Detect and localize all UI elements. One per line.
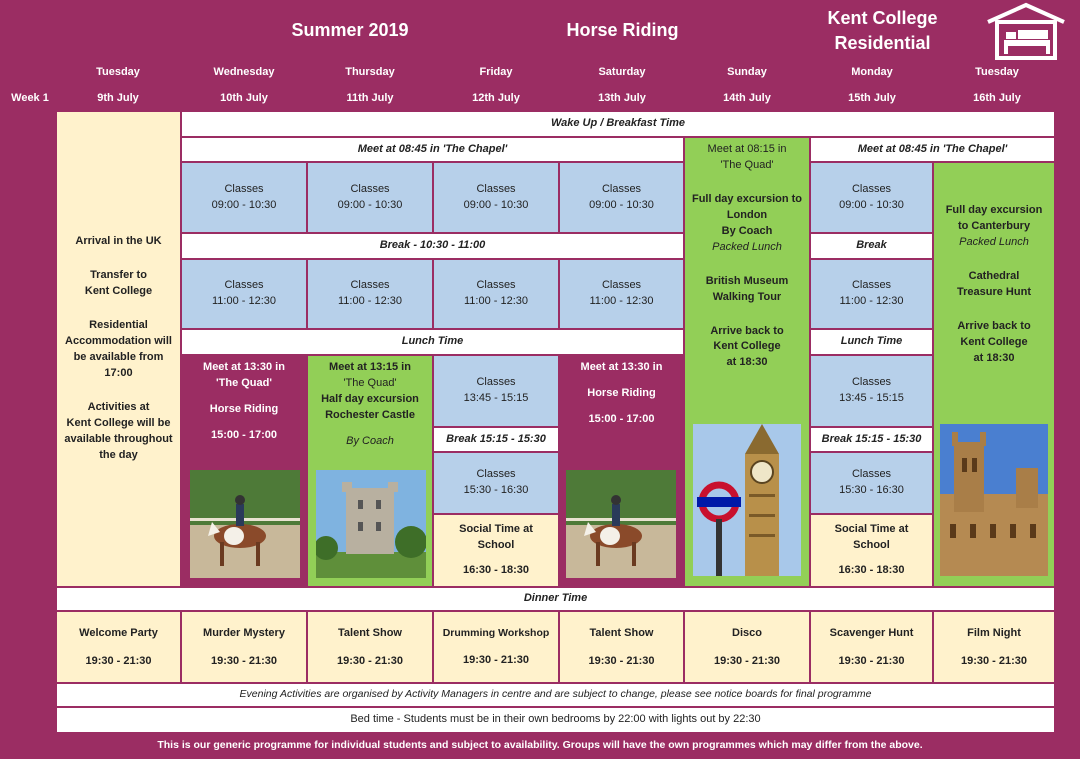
activity-line: 'The Quad' xyxy=(343,376,397,389)
class-cell xyxy=(560,260,683,328)
social-time: 16:30 - 18:30 xyxy=(838,564,905,577)
day-date: 15th July xyxy=(848,92,896,104)
class-label: Classes xyxy=(851,376,892,389)
activity-line: 15:00 - 17:00 xyxy=(210,428,278,441)
arrival-line: Residential xyxy=(89,319,148,332)
excursion-line: British Museum xyxy=(705,274,789,287)
evening-activity xyxy=(434,612,558,682)
class-cell xyxy=(811,356,932,426)
excursion-line: Cathedral xyxy=(968,269,1020,282)
activity-line: 'The Quad' xyxy=(216,376,272,389)
class-time: 15:30 - 16:30 xyxy=(463,484,529,496)
day-date: 9th July xyxy=(97,92,139,104)
rochester-castle-photo xyxy=(316,470,426,578)
evening-activity-name: Talent Show xyxy=(589,627,654,639)
week-label: Week 1 xyxy=(11,92,49,104)
class-time: 09:00 - 10:30 xyxy=(337,198,403,211)
big-ben-photo xyxy=(693,424,801,576)
break-pm-bar: Break 15:15 - 15:30 xyxy=(434,428,558,451)
class-time: 13:45 - 15:15 xyxy=(463,392,529,404)
break-pm-bar-monday: Break 15:15 - 15:30 xyxy=(811,428,932,451)
excursion-line: Arrive back to xyxy=(957,319,1031,332)
bedtime-note: Bed time - Students must be in their own bedrooms by 22:00 with lights out by 22:30 xyxy=(57,708,1054,732)
excursion-line: Treasure Hunt xyxy=(957,285,1031,298)
evening-activity-name: Drumming Workshop xyxy=(442,627,550,639)
class-cell xyxy=(434,163,558,232)
day-name: Friday xyxy=(479,66,513,78)
arrival-line: Arrival in the UK xyxy=(75,235,162,248)
arrival-line: 17:00 xyxy=(104,366,133,379)
evening-activity xyxy=(934,612,1054,682)
meet-chapel-bar-monday: Meet at 08:45 in 'The Chapel' xyxy=(811,138,1054,161)
class-cell xyxy=(182,163,306,232)
excursion-line: London xyxy=(726,208,768,221)
evening-activity-time: 19:30 - 21:30 xyxy=(713,654,781,667)
class-cell xyxy=(308,260,432,328)
class-cell xyxy=(811,453,932,513)
class-time: 15:30 - 16:30 xyxy=(839,484,904,496)
class-label: Classes xyxy=(851,279,892,292)
class-cell xyxy=(434,453,558,513)
day-date: 10th July xyxy=(220,92,268,104)
class-label: Classes xyxy=(476,376,516,389)
social-line: School xyxy=(853,538,890,551)
evening-activity-time: 19:30 - 21:30 xyxy=(960,654,1028,667)
evening-activity-name: Talent Show xyxy=(338,627,402,639)
day-name: Tuesday xyxy=(96,66,140,78)
day-name: Sunday xyxy=(727,66,767,78)
arrival-line: Accommodation will xyxy=(65,335,172,348)
excursion-line: Full day excursion to xyxy=(691,192,803,205)
day-date: 14th July xyxy=(723,92,771,104)
excursion-line: Packed Lunch xyxy=(712,240,782,253)
evening-activity-time: 19:30 - 21:30 xyxy=(588,654,655,667)
evening-activity-time: 19:30 - 21:30 xyxy=(462,654,530,667)
arrival-line: available throughout xyxy=(64,432,173,445)
social-time: 16:30 - 18:30 xyxy=(462,564,530,577)
class-cell xyxy=(811,163,932,232)
arrival-line: be available from xyxy=(73,351,164,364)
social-time-cell xyxy=(434,515,558,586)
class-time: 09:00 - 10:30 xyxy=(589,198,654,211)
class-label: Classes xyxy=(476,279,516,292)
class-label: Classes xyxy=(224,182,264,195)
class-cell xyxy=(811,260,932,328)
excursion-line: By Coach xyxy=(721,224,773,237)
class-label: Classes xyxy=(601,279,642,292)
day-date: 13th July xyxy=(598,92,646,104)
class-cell xyxy=(308,163,432,232)
activity-line: Horse Riding xyxy=(209,402,279,415)
season-title: Summer 2019 xyxy=(291,20,409,40)
evening-activity xyxy=(308,612,432,682)
lunch-bar-monday: Lunch Time xyxy=(811,330,932,354)
excursion-line: 'The Quad' xyxy=(720,158,774,171)
arrival-cell xyxy=(57,112,180,586)
activity-line: Meet at 13:30 in xyxy=(203,361,285,373)
arrival-line: Kent College will be xyxy=(66,416,171,429)
class-cell xyxy=(434,356,558,426)
excursion-line: at 18:30 xyxy=(973,351,1015,364)
dinner-bar: Dinner Time xyxy=(57,588,1054,610)
excursion-line: Arrive back to xyxy=(710,324,784,337)
class-label: Classes xyxy=(350,182,390,195)
evening-activity-name: Welcome Party xyxy=(79,627,158,639)
centre-title-line1: Kent College xyxy=(827,8,938,28)
arrival-line: the day xyxy=(99,448,138,461)
footer-note: This is our generic programme for individual students and subject to availability. Groups will have the own programmes which may differ from the above. xyxy=(157,739,923,752)
evening-activity-time: 19:30 - 21:30 xyxy=(210,654,278,667)
break-bar: Break - 10:30 - 11:00 xyxy=(182,234,683,258)
class-label: Classes xyxy=(851,182,892,195)
evening-activity-name: Scavenger Hunt xyxy=(829,627,914,639)
class-time: 11:00 - 12:30 xyxy=(337,295,402,307)
day-name: Wednesday xyxy=(213,66,275,78)
evening-activity-name: Film Night xyxy=(967,627,1021,639)
evening-activity xyxy=(685,612,809,682)
class-label: Classes xyxy=(476,468,516,481)
centre-title-line2: Residential xyxy=(834,33,931,53)
wake-up-bar: Wake Up / Breakfast Time xyxy=(182,112,1054,136)
day-date: 16th July xyxy=(973,92,1021,104)
canterbury-cathedral-photo xyxy=(940,424,1048,576)
class-time: 11:00 - 12:30 xyxy=(839,295,904,307)
class-cell xyxy=(434,260,558,328)
excursion-line: Full day excursion xyxy=(945,204,1043,216)
class-label: Classes xyxy=(601,182,642,195)
evening-activity xyxy=(57,612,180,682)
lunch-bar: Lunch Time xyxy=(182,330,683,354)
bed-icon xyxy=(986,2,1066,60)
evening-activity-time: 19:30 - 21:30 xyxy=(336,654,404,667)
class-time: 11:00 - 12:30 xyxy=(463,295,528,307)
evening-activity-time: 19:30 - 21:30 xyxy=(85,654,152,667)
evening-activity xyxy=(560,612,683,682)
excursion-line: Packed Lunch xyxy=(959,235,1029,248)
social-line: Social Time at xyxy=(459,522,533,535)
class-cell xyxy=(560,163,683,232)
day-date: 11th July xyxy=(346,92,394,104)
excursion-line: Meet at 08:15 in xyxy=(707,143,787,155)
activity-line: Meet at 13:15 in xyxy=(329,361,411,373)
class-time: 09:00 - 10:30 xyxy=(211,198,277,211)
arrival-line: Activities at xyxy=(87,400,150,413)
class-label: Classes xyxy=(350,279,390,292)
social-time-cell xyxy=(811,515,932,586)
class-time: 13:45 - 15:15 xyxy=(839,392,904,404)
class-cell xyxy=(182,260,306,328)
day-name: Thursday xyxy=(345,66,395,78)
social-line: School xyxy=(477,538,515,551)
class-time: 09:00 - 10:30 xyxy=(463,198,529,211)
horse-riding-photo xyxy=(190,470,300,578)
activity-line: Half day excursion xyxy=(321,392,419,405)
day-name: Saturday xyxy=(598,66,646,78)
excursion-line: at 18:30 xyxy=(726,356,768,369)
evening-activity-time: 19:30 - 21:30 xyxy=(838,654,905,667)
class-time: 11:00 - 12:30 xyxy=(589,295,654,307)
arrival-line: Kent College xyxy=(84,285,153,298)
class-label: Classes xyxy=(224,279,264,292)
break-bar-monday: Break xyxy=(811,234,932,258)
day-name: Monday xyxy=(851,66,893,78)
evening-activity-name: Murder Mystery xyxy=(203,627,285,639)
programme-title: Horse Riding xyxy=(566,20,679,40)
activity-line: 15:00 - 17:00 xyxy=(588,412,655,425)
excursion-line: to Canterbury xyxy=(957,219,1031,232)
evening-note: Evening Activities are organised by Activity Managers in centre and are subject to change, please see notice boards for final programme xyxy=(57,684,1054,706)
activity-line: Horse Riding xyxy=(587,386,656,399)
excursion-line: Walking Tour xyxy=(712,290,782,303)
class-label: Classes xyxy=(851,468,892,481)
activity-line: Rochester Castle xyxy=(325,408,415,421)
horse-riding-photo xyxy=(566,470,676,578)
excursion-line: Kent College xyxy=(960,335,1028,348)
activity-line: By Coach xyxy=(346,434,394,447)
day-date: 12th July xyxy=(472,92,520,104)
arrival-line: Transfer to xyxy=(90,269,147,282)
meet-chapel-bar: Meet at 08:45 in 'The Chapel' xyxy=(182,138,683,161)
class-time: 09:00 - 10:30 xyxy=(839,198,904,211)
class-time: 11:00 - 12:30 xyxy=(211,295,276,307)
day-name: Tuesday xyxy=(975,66,1019,78)
evening-activity xyxy=(811,612,932,682)
class-label: Classes xyxy=(476,182,516,195)
evening-activity-name: Disco xyxy=(732,627,762,639)
evening-activity xyxy=(182,612,306,682)
activity-line: Meet at 13:30 in xyxy=(580,361,663,373)
social-line: Social Time at xyxy=(834,522,909,535)
excursion-line: Kent College xyxy=(713,340,781,353)
